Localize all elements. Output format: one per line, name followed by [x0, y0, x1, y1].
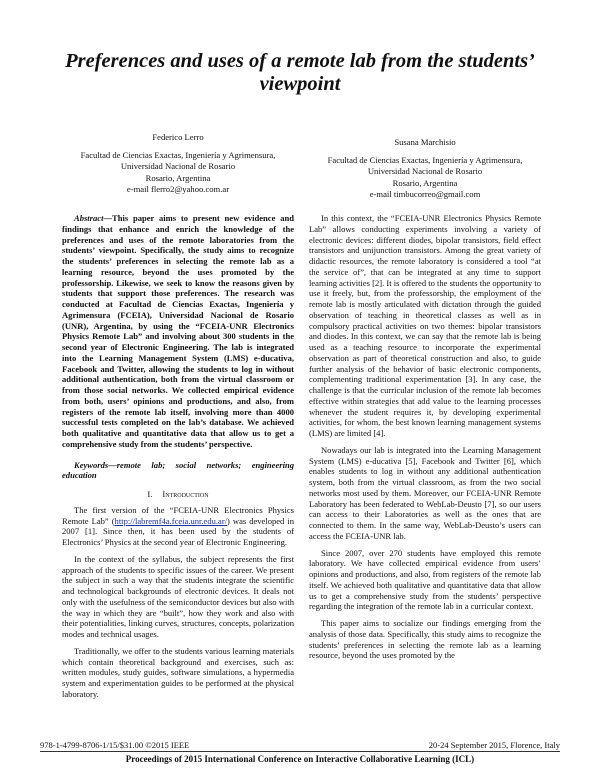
- keywords: Keywords—remote lab; social networks; engineering education: [62, 459, 294, 481]
- section-heading: [62, 489, 294, 500]
- left-column: [62, 213, 294, 706]
- paragraph: This paper aims to socialize our findings emerging from the analysis of those data. Specifically, this study aims to recognize the students’ preferences in selecting the remote lab as a learning resource, beyond the uses promoted by the: [309, 618, 541, 661]
- author-affiliation: Facultad de Ciencias Exactas, Ingeniería y Agrimensura,: [327, 154, 523, 165]
- author-block-2: [309, 137, 541, 201]
- author-email: e-mail timbucorreo@gmail.com: [369, 189, 481, 200]
- section-title: Introduction: [162, 489, 209, 499]
- abstract-text: —This paper aims to present new evidence and findings that enhance and enrich the knowledge of the preferences and uses of the remote laboratories from the students’ viewpoint. Specifically, the study aims to recognize the students’ preferences in selecting the remote lab as a learning resource, beyond the uses promoted by the professorship. Likewise, we seek to know the reasons given by students that support those preferences. The research was conducted at Facultad de Ciencias Exactas, Ingeniería y Agrimensura (FCEIA), Universidad Nacional de Rosario (UNR), Argentina, by using the “FCEIA-UNR Electronics Physics Remote Lab” and involving about 300 students in the second year of Electronic Engineering. The lab is integrated into the Learning Management System (LMS) e-ducativa, Facebook and Twitter, allowing the students to log in without additional authentication, both from the virtual classroom or from those social networks. We collected empirical evidence from both, users’ opinions and productions, and also, from registers of the remote lab itself, involving more than 4000 successful tests completed on the lab’s database. We achieved both qualitative and quantitative data that allow us to get a comprehensive study from the students’ perspective.: [62, 213, 294, 449]
- author-affiliation: Facultad de Ciencias Exactas, Ingeniería y Agrimensura,: [80, 149, 276, 160]
- footer-isbn: 978-1-4799-8706-1/15/$31.00 ©2015 IEEE: [40, 740, 190, 750]
- right-column: [309, 213, 541, 667]
- paragraph: In the context of the syllabus, the subject represents the first approach of the students to specific issues of the career. We present the subject in such a way that the students integrate the scientific and technological backgrounds of electronic devices. It deals not only with the usefulness of the semiconductor devices but also with the way in which they are “built”, how they work and also with their potentialities, linking curves, structures, concepts, polarization modes and technical usages.: [62, 553, 294, 639]
- paragraph: [62, 505, 294, 548]
- author-name: Federico Lerro: [152, 132, 204, 142]
- footer-proceedings: Proceedings of 2015 International Conference on Interactive Collaborative Learning (ICL): [125, 754, 475, 764]
- abstract: [62, 213, 294, 450]
- author-email: e-mail flerro2@yahoo.com.ar: [126, 184, 230, 195]
- author-location: Rosario, Argentina: [392, 177, 458, 188]
- paragraph: Traditionally, we offer to the students various learning materials which contain theoretical background and exercises, such as: written modules, study guides, software simulations, a hypermedia system and experimentation guides to be performed at the physical laboratory.: [62, 645, 294, 699]
- paragraph-text: The first version of the “FCEIA-UNR Electronics Physics Remote Lab” (: [62, 504, 294, 526]
- paragraph-text: ) was developed in 2007 [1]. Since then, it has been used by the students of Electronics’ Physics at the second year of Electronic Engineering.: [62, 515, 294, 547]
- author-university: Universidad Nacional de Rosario: [120, 161, 236, 172]
- author-name: Susana Marchisio: [394, 137, 456, 147]
- paragraph: Since 2007, over 270 students have employed this remote laboratory. We have collected empirical evidence from users’ opinions and productions, and also, from registers of the remote lab itself. We achieved both qualitative and quantitative data that allow us to get a comprehensive study from the students’ perspective regarding the integration of the remote lab in a curricular context.: [309, 547, 541, 612]
- lab-link[interactable]: http://labremf4a.fceia.unr.edu.ar/: [114, 515, 228, 526]
- section-number: I.: [147, 489, 153, 499]
- abstract-label: Abstract: [74, 213, 104, 223]
- footer-divider: [40, 751, 560, 752]
- author-university: Universidad Nacional de Rosario: [367, 166, 483, 177]
- author-block-1: [62, 132, 294, 196]
- footer-date: 20-24 September 2015, Florence, Italy: [428, 740, 560, 750]
- paragraph: In this context, the “FCEIA-UNR Electronics Physics Remote Lab” allows conducting experiments involving a variety of electronic devices: different diodes, bipolar transistors, field effect transistors and unijunction transistors. Among the great variety of didactic resources, the remote laboratory is considered a tool “at the service of”, that can be integrated at any time to support learning activities [2]. It is offered to the students the opportunity to use it freely, but, from the professorship, the employment of the remote lab is mostly articulated with dictation through the guided observation of teaching in theoretical classes as well as in compulsory practical activities on two themes: bipolar transistors and diodes. In this context, we can say that the remote lab is being used as a teaching resource to incorporate the experimental observation as part of theoretical construction and also, to guide further analysis of the behavior of basic electronic components, complementing traditional experimentation [3]. In any case, the challenge is that the curricular inclusion of the remote lab becomes effective within strategies that add value to the learning processes whenever the student requires it, by developing experimental activities, for whom, the best known learning management systems (LMS) are limited [4].: [309, 213, 541, 438]
- paragraph: Nowadays our lab is integrated into the Learning Management System (LMS) e-ducativa [5], Facebook and Twitter [6], which enables students to log in without any additional authentication system, both from the virtual classroom, as from the two social networks most used by them. Moreover, our FCEIA-UNR Remote Laboratory has been federated to WebLab-Deusto [7], so our users can access to their Laboratories as well as the ones that are connected to them. In the same way, WebLab-Deusto’s users can access the FCEIA-UNR lab.: [309, 444, 541, 541]
- author-location: Rosario, Argentina: [145, 172, 211, 183]
- paper-title: Preferences and uses of a remote lab from the students’ viewpoint: [65, 50, 535, 95]
